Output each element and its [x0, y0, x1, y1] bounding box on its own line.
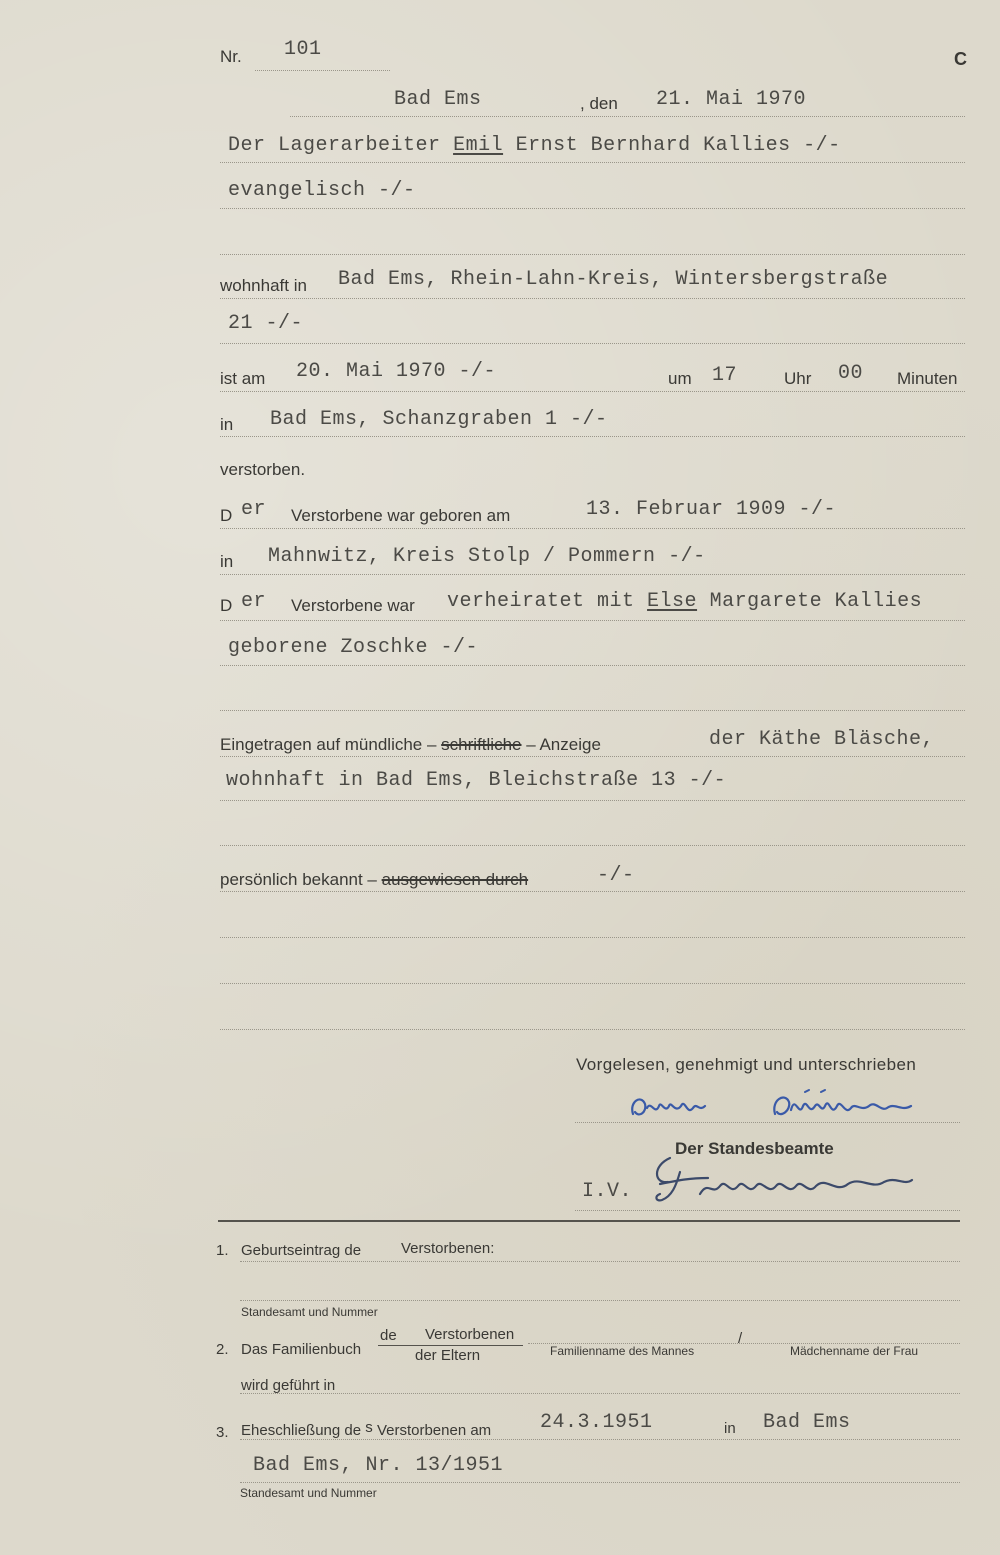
birth-place-line	[220, 574, 965, 575]
footer-item1-sub: Standesamt und Nummer	[241, 1305, 378, 1319]
birth-in-label: in	[220, 552, 234, 571]
residence-line-a	[220, 298, 965, 299]
um-label: um	[668, 369, 692, 388]
reporter-signature-line	[575, 1122, 960, 1123]
footer-item3-label	[241, 1419, 492, 1439]
footer-item1-line	[240, 1261, 960, 1262]
official-label: Der Standesbeamte	[675, 1139, 834, 1158]
footer-item2-label: Das Familienbuch	[241, 1341, 362, 1358]
birth-er-typed: er	[241, 498, 267, 521]
born-value: 13. Februar 1909 -/-	[586, 498, 837, 521]
reporter-address: wohnhaft in Bad Ems, Bleichstraße 13 -/-	[226, 769, 727, 792]
first-name-underlined: Emil	[453, 134, 504, 157]
birth-place-value: Mahnwitz, Kreis Stolp / Pommern -/-	[268, 545, 706, 568]
footer-item3-in: in	[724, 1420, 736, 1437]
death-date-value: 20. Mai 1970 -/-	[296, 360, 497, 383]
date-line	[290, 116, 965, 117]
deceased-line1	[228, 136, 841, 156]
known-label-struck: ausgewiesen durch	[381, 870, 529, 889]
residence-line-b	[220, 343, 965, 344]
footer-item2-sub-left: Familienname des Mannes	[550, 1344, 695, 1358]
report-label-start: Eingetragen auf mündliche –	[220, 735, 437, 754]
footer-item2-de: de	[380, 1327, 397, 1344]
spouse-rest: Margarete Kallies	[709, 590, 923, 613]
blank-line	[220, 254, 965, 255]
marriage-line	[220, 620, 965, 621]
footer-item2-sub-right: Mädchenname der Frau	[790, 1344, 919, 1358]
reporter-address-line	[220, 800, 965, 801]
marriage-value	[447, 592, 922, 612]
uhr-label: Uhr	[784, 369, 812, 388]
known-line	[220, 891, 965, 892]
nr-line	[255, 70, 390, 71]
read-approved-signed: Vorgelesen, genehmigt und unterschrieben	[576, 1055, 917, 1074]
footer-item1-num: 1.	[216, 1242, 229, 1259]
blank-line-3	[220, 845, 965, 846]
footer-item2-slash: /	[738, 1330, 743, 1347]
maiden-line	[220, 665, 965, 666]
death-in-label: in	[220, 415, 234, 434]
footer-item2-bottom: der Eltern	[415, 1347, 481, 1364]
footer-item2-top: Verstorbenen	[425, 1326, 515, 1343]
footer-item3-sub: Standesamt und Nummer	[240, 1486, 377, 1500]
known-value: -/-	[597, 864, 635, 887]
official-signature	[650, 1150, 920, 1210]
nr-value: 101	[284, 38, 322, 61]
footer-item1-typed: Verstorbenen:	[401, 1240, 495, 1257]
nr-label: Nr.	[220, 47, 242, 66]
footer-item3-label-a: Eheschließung de	[241, 1422, 362, 1439]
footer-item3-register-line	[240, 1482, 960, 1483]
maiden-name: geborene Zoschke -/-	[228, 636, 479, 659]
name-line	[220, 162, 965, 163]
known-label	[220, 871, 528, 888]
footer-item1-label: Geburtseintrag de	[241, 1242, 362, 1259]
hour-value: 17	[712, 364, 738, 387]
reporter-value: der Käthe Bläsche,	[709, 728, 935, 751]
spouse-first-name: Else	[647, 590, 698, 613]
official-signature-line	[575, 1210, 960, 1211]
footer-item1-register-line	[240, 1300, 960, 1301]
born-label: Verstorbene war geboren am	[291, 506, 511, 525]
known-label-start: persönlich bekannt –	[220, 870, 377, 889]
footer-item3-num: 3.	[216, 1424, 229, 1441]
footer-item3-register: Bad Ems, Nr. 13/1951	[253, 1454, 504, 1477]
birth-date-line	[220, 528, 965, 529]
residence-line2: 21 -/-	[228, 312, 304, 335]
footer-item2-line	[240, 1393, 960, 1394]
marriage-war-label: Verstorbene war	[291, 596, 415, 615]
report-label-struck: schriftliche	[441, 735, 522, 754]
birth-d-label: D	[220, 506, 233, 525]
footer-item3-date: 24.3.1951	[540, 1411, 653, 1434]
other-names: Ernst Bernhard Kallies -/-	[515, 134, 841, 157]
report-line	[220, 756, 965, 757]
religion-line	[220, 208, 965, 209]
verstorben-label: verstorben.	[220, 460, 306, 479]
report-label-end: – Anzeige	[526, 735, 601, 754]
date-label: , den	[580, 94, 618, 113]
death-date-label: ist am	[220, 369, 266, 388]
report-label	[220, 736, 601, 753]
footer-item3-place: Bad Ems	[763, 1411, 851, 1434]
place-value: Bad Ems	[394, 88, 482, 111]
corner-mark: C	[954, 49, 967, 69]
footer-item2-num: 2.	[216, 1341, 229, 1358]
minute-value: 00	[838, 362, 864, 385]
residence-line1: Bad Ems, Rhein-Lahn-Kreis, Wintersbergstraße	[338, 268, 889, 291]
footer-item2-line2: wird geführt in	[241, 1377, 336, 1394]
blank-line-6	[220, 1029, 965, 1030]
footer-item2-fraction-bar	[378, 1345, 523, 1346]
death-place-value: Bad Ems, Schanzgraben 1 -/-	[270, 408, 608, 431]
blank-line-2	[220, 710, 965, 711]
blank-line-5	[220, 983, 965, 984]
residence-label: wohnhaft in	[220, 276, 307, 295]
date-value: 21. Mai 1970	[656, 88, 807, 111]
iv-label: I.V.	[582, 1180, 633, 1203]
marriage-prefix: verheiratet mit	[447, 590, 635, 613]
minuten-label: Minuten	[897, 369, 958, 388]
footer-item3-label-b: Verstorbenen am	[376, 1422, 492, 1439]
death-place-line	[220, 436, 965, 437]
blank-line-4	[220, 937, 965, 938]
footer-divider	[218, 1220, 960, 1222]
footer-item3-line	[240, 1439, 960, 1440]
footer-item3-s: s	[365, 1419, 373, 1436]
marriage-er-typed: er	[241, 590, 267, 613]
marriage-d-label: D	[220, 596, 233, 615]
death-date-line	[220, 391, 965, 392]
religion: evangelisch -/-	[228, 179, 416, 202]
occupation: Der Lagerarbeiter	[228, 134, 441, 157]
